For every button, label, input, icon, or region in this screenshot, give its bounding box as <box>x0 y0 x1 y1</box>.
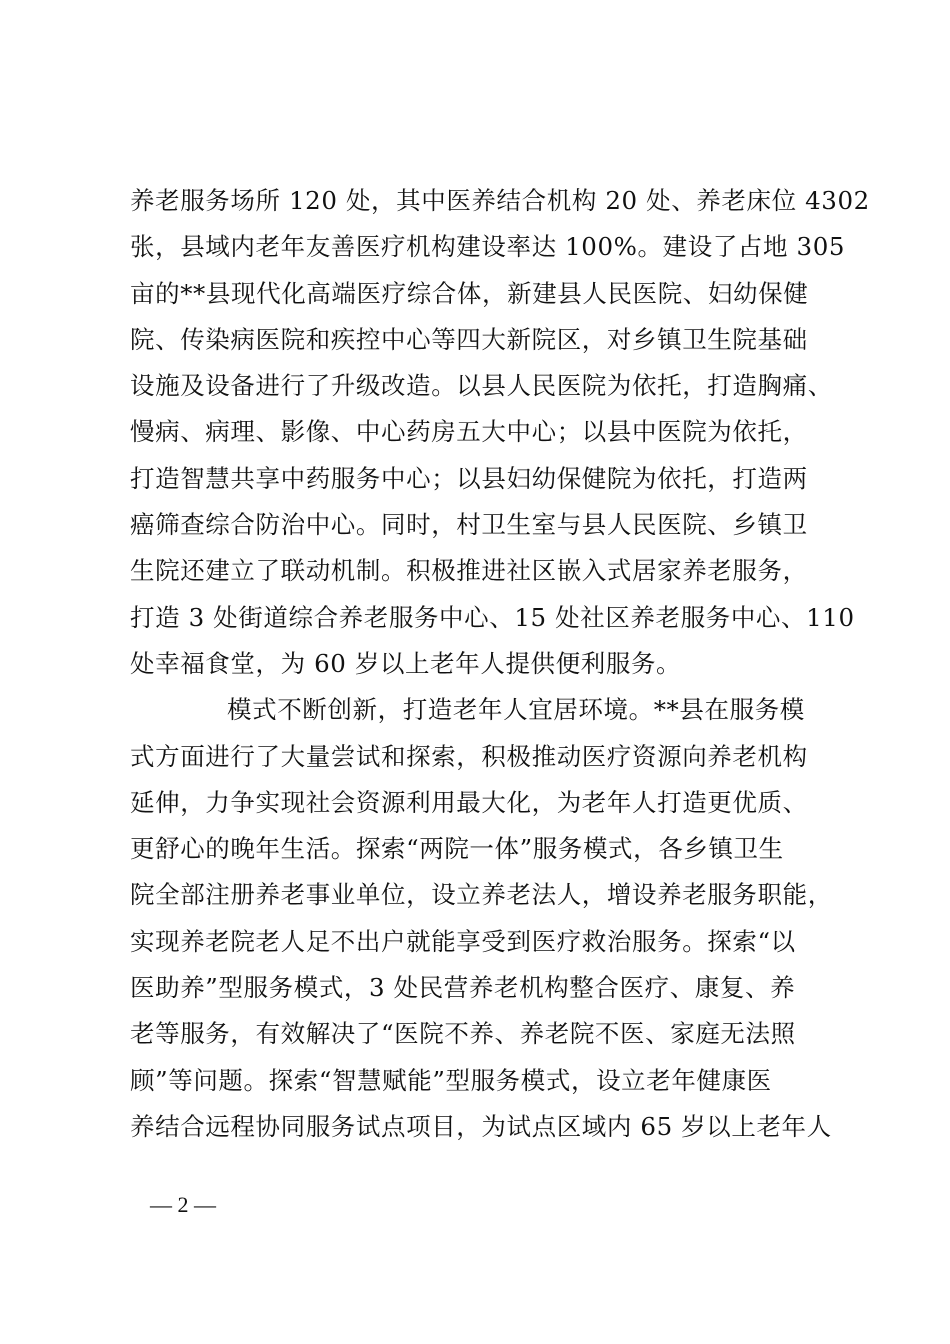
text-line: 打造 3 处街道综合养老服务中心、15 处社区养老服务中心、110 <box>130 602 855 632</box>
text-line: 养老服务场所 120 处，其中医养结合机构 20 处、养老床位 4302 <box>130 186 870 215</box>
text-line: 慢病、病理、影像、中心药房五大中心；以县中医院为依托， <box>130 417 808 447</box>
body-text <box>130 183 870 1155</box>
page-number: — 2 — <box>150 1192 216 1217</box>
text-line: 更舒心的晚年生活。探索“两院一体”服务模式，各乡镇卫生 <box>130 834 784 864</box>
text-line: 处幸福食堂，为 60 岁以上老年人提供便利服务。 <box>130 648 682 678</box>
text-line: 式方面进行了大量尝试和探索，积极推动医疗资源向养老机构 <box>130 741 808 771</box>
text-line: 延伸，力争实现社会资源利用最大化，为老年人打造更优质、 <box>130 787 808 817</box>
text-line: 院、传染病医院和疾控中心等四大新院区，对乡镇卫生院基础 <box>130 324 808 354</box>
paragraph-start-line: 模式不断创新，打造老年人宜居环境。**县在服务模 <box>227 695 805 725</box>
text-line: 顾”等问题。探索“智慧赋能”型服务模式，设立老年健康医 <box>130 1065 772 1095</box>
text-line: 老等服务，有效解决了“医院不养、养老院不医、家庭无法照 <box>130 1019 796 1049</box>
text-line: 生院还建立了联动机制。积极推进社区嵌入式居家养老服务， <box>130 556 808 586</box>
text-line: 医助养”型服务模式，3 处民营养老机构整合医疗、康复、养 <box>130 973 796 1003</box>
text-line: 张，县域内老年友善医疗机构建设率达 100%。建设了占地 305 <box>130 232 846 262</box>
text-line: 实现养老院老人足不出户就能享受到医疗救治服务。探索“以 <box>130 926 796 956</box>
text-line: 亩的**县现代化高端医疗综合体，新建县人民医院、妇幼保健 <box>130 278 809 308</box>
text-line: 院全部注册养老事业单位，设立养老法人，增设养老服务职能， <box>130 880 833 910</box>
text-line: 养结合远程协同服务试点项目，为试点区域内 65 岁以上老年人 <box>130 1111 832 1141</box>
text-line: 打造智慧共享中药服务中心；以县妇幼保健院为依托，打造两 <box>130 463 808 493</box>
text-line: 设施及设备进行了升级改造。以县人民医院为依托，打造胸痛、 <box>130 371 833 401</box>
text-line: 癌筛查综合防治中心。同时，村卫生室与县人民医院、乡镇卫 <box>130 510 808 540</box>
